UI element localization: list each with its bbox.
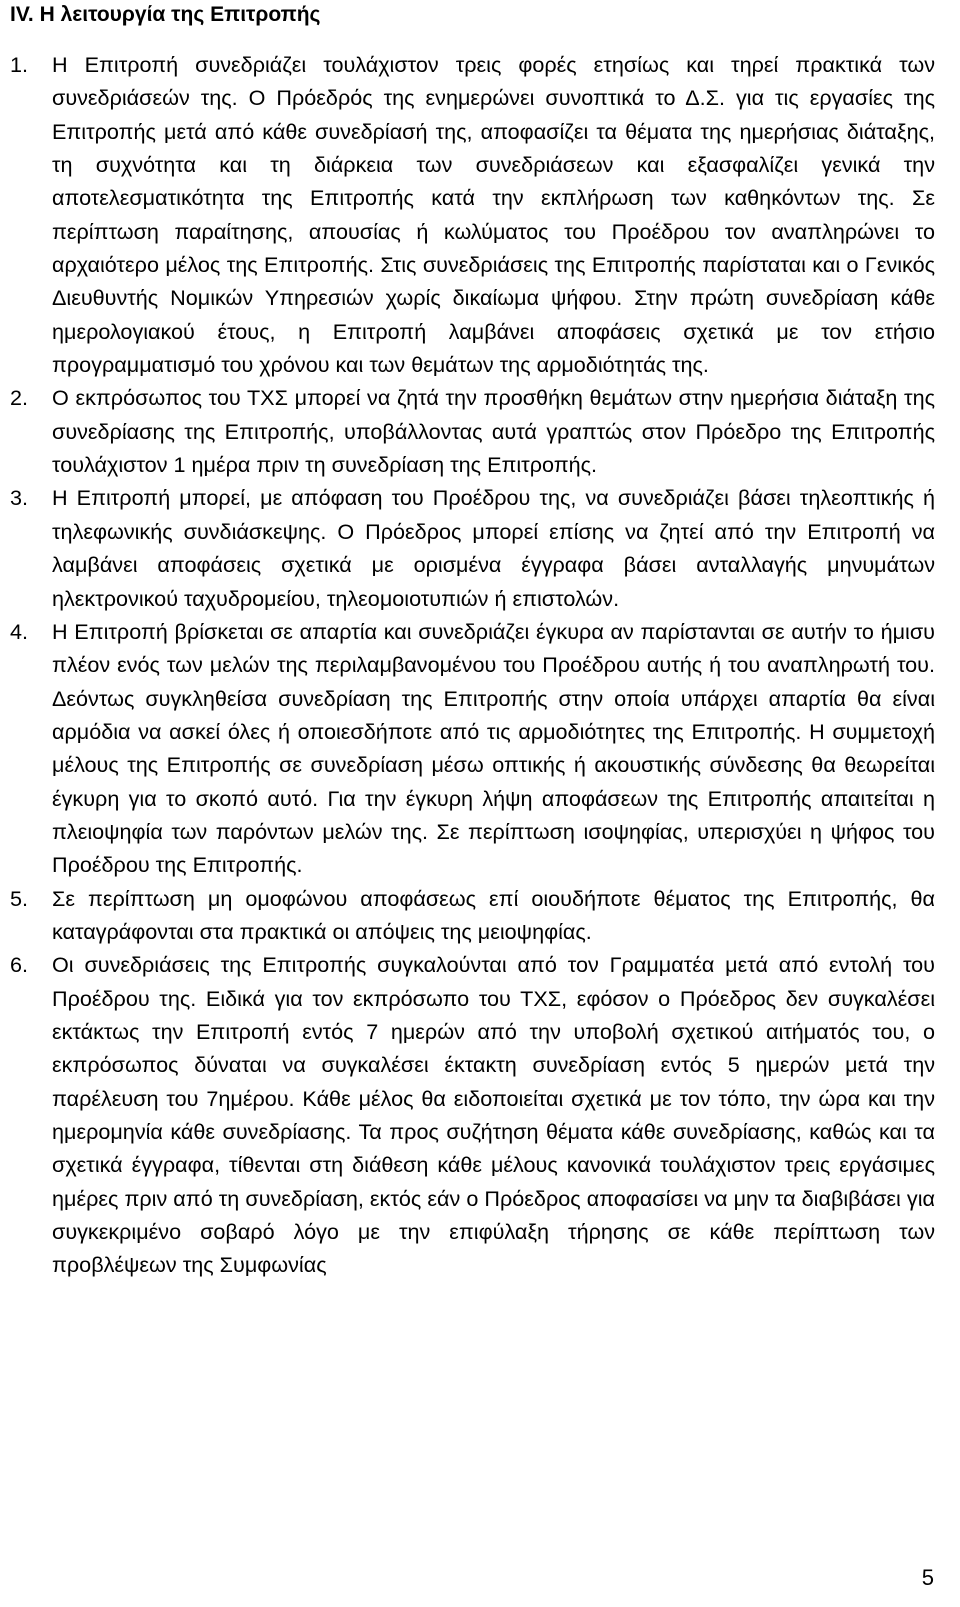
list-item — [10, 882, 935, 949]
item-text: Σε περίπτωση μη ομοφώνου αποφάσεως επί οιουδήποτε θέματος της Επιτροπής, θα καταγράφονται στα πρακτικά οι απόψεις της μειοψηφίας. — [52, 885, 935, 944]
page-number: 5 — [921, 1565, 934, 1590]
item-text: Η Επιτροπή συνεδριάζει τουλάχιστον τρεις φορές ετησίως και τηρεί πρακτικά των συνεδριάσεών της. Ο Πρόεδρός της ενημερώνει συνοπτικά το Δ.Σ. για τις εργασίες της Επιτροπής μετά από κάθε συνεδρίασή της, αποφασίζει τα θέματα της ημερήσιας διάταξης, τη συχνότητα και τη διάρκεια των συνεδριάσεων και εξασφαλίζει γενικά την αποτελεσματικότητα της Επιτροπής κατά την εκπλήρωση των καθηκόντων της. Σε περίπτωση παραίτησης, απουσίας ή κωλύματος του Προέδρου τον αναπληρώνει το αρχαιότερο μέλος της Επιτροπής. Στις συνεδριάσεις της Επιτροπής παρίσταται και ο Γενικός Διευθυντής Νομικών Υπηρεσιών χωρίς δικαίωμα ψήφου. Στην πρώτη συνεδρίαση κάθε ημερολογιακού έτους, η Επιτροπή λαμβάνει αποφάσεις σχετικά με τον ετήσιο προγραμματισμό του χρόνου και των θεμάτων της αρμοδιότητάς της. — [52, 52, 935, 378]
list-item — [10, 481, 935, 614]
item-number: 6. — [10, 952, 29, 978]
document-page — [10, 0, 935, 1282]
item-number: 1. — [10, 52, 29, 77]
item-text: Ο εκπρόσωπος του ΤΧΣ μπορεί να ζητά την προσθήκη θεμάτων στην ημερήσια διάταξη της συνεδρίασης της Επιτροπής, υποβάλλοντας αυτά γραπτώς στον Πρόεδρο της Επιτροπής τουλάχιστον 1 ημέρα πριν τη συνεδρίαση της Επιτροπής. — [52, 385, 935, 478]
item-text: Οι συνεδριάσεις της Επιτροπής συγκαλούνται από τον Γραμματέα μετά από εντολή του Προέδρου της. Ειδικά για τον εκπρόσωπο του ΤΧΣ, εφόσον ο Πρόεδρος δεν συγκαλέσει εκτάκτως την Επιτροπή εντός 7 ημερών από την υποβολή σχετικού αιτήματός του, ο εκπρόσωπος δύναται να συγκαλέσει έκτακτη συνεδρίαση εντός 5 ημερών μετά την παρέλευση του 7ημέρου. Κάθε μέλος θα ειδοποιείται σχετικά με τον τόπο, την ώρα και την ημερομηνία κάθε συνεδρίασης. Τα προς συζήτηση θέματα κάθε συνεδρίασης, καθώς και τα σχετικά έγγραφα, τίθενται στη διάθεση κάθε μέλους κανονικά τουλάχιστον τρεις εργάσιμες ημέρες πριν από τη συνεδρίαση, εκτός εάν ο Πρόεδρος αποφασίσει να μην τα διαβιβάσει για συγκεκριμένο σοβαρό λόγο με την επιφύλαξη τήρησης σε κάθε περίπτωση των προβλέψεων της Συμφωνίας — [52, 952, 935, 1278]
list-item — [10, 381, 935, 481]
list-item — [10, 615, 935, 882]
numbered-list — [10, 48, 935, 1282]
item-number: 3. — [10, 485, 29, 511]
item-number: 5. — [10, 885, 29, 911]
list-item — [10, 948, 935, 1281]
item-number: 2. — [10, 385, 29, 411]
list-item — [10, 48, 935, 381]
item-number: 4. — [10, 618, 29, 644]
item-text: Η Επιτροπή βρίσκεται σε απαρτία και συνεδριάζει έγκυρα αν παρίστανται σε αυτήν το ήμισυ πλέον ενός των μελών της περιλαμβανομένου του Προέδρου αυτής ή του αναπληρωτή του. Δεόντως συγκληθείσα συνεδρίαση της Επιτροπής στην οποία υπάρχει απαρτία θα είναι αρμόδια να ασκεί όλες ή οποιεσδήποτε από τις αρμοδιότητες της Επιτροπής. Η συμμετοχή μέλους της Επιτροπής σε συνεδρίαση μέσω οπτικής ή ακουστικής σύνδεσης θα θεωρείται έγκυρη για το σκοπό αυτό. Για την έγκυρη λήψη αποφάσεων της Επιτροπής απαιτείται η πλειοψηφία των παρόντων μελών της. Σε περίπτωση ισοψηφίας, υπερισχύει η ψήφος του Προέδρου της Επιτροπής. — [52, 618, 935, 878]
item-text: Η Επιτροπή μπορεί, με απόφαση του Προέδρου της, να συνεδριάζει βάσει τηλεοπτικής ή τηλεφωνικής συνδιάσκεψης. Ο Πρόεδρος μπορεί επίσης να ζητεί από την Επιτροπή να λαμβάνει αποφάσεις σχετικά με ορισμένα έγγραφα βάσει ανταλλαγής μηνυμάτων ηλεκτρονικού ταχυδρομείου, τηλεομοιοτυπιών ή επιστολών. — [52, 485, 935, 611]
section-heading: IV. Η λειτουργία της Επιτροπής — [10, 3, 321, 26]
